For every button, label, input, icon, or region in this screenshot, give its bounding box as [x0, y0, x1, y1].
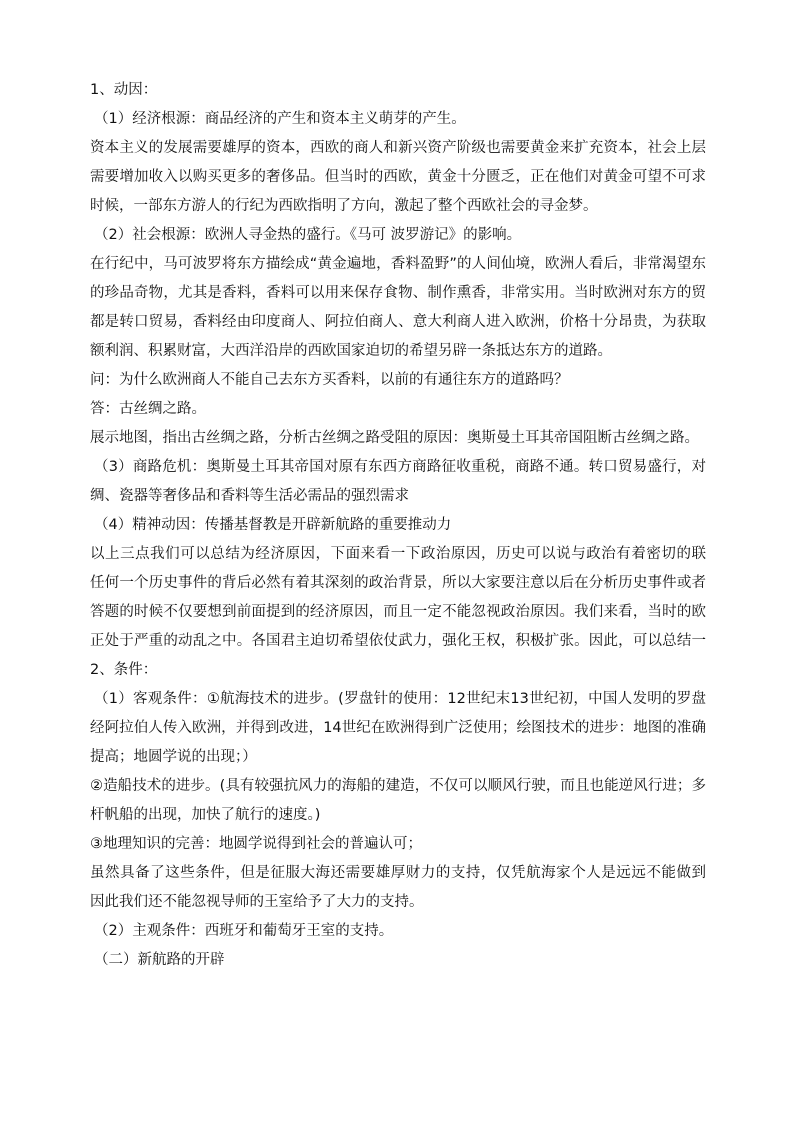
text-line-subjective: （2）主观条件：西班牙和葡萄牙王室的支持。 [94, 923, 394, 939]
text-line-para2-l4: 额利润、积累财富，大西洋沿岸的西欧国家迫切的希望另辟一条抵达东方的道路。 [90, 343, 612, 359]
text-line-para3-l1: 以上三点我们可以总结为经济原因，下面来看一下政治原因，历史可以说与政治有着密切的联 [90, 546, 706, 562]
text-line-para1-l1: 资本主义的发展需要雄厚的资本，西欧的商人和新兴资产阶级也需要黄金来扩充资本，社会上层 [90, 140, 706, 156]
text-line-para1-l3: 时候，一部东方游人的行纪为西欧指明了方向，激起了整个西欧社会的寻金梦。 [90, 198, 598, 214]
text-line-para2-l2: 的珍品奇物，尤其是香料，香料可以用来保存食物、制作熏香，非常实用。当时欧洲对东方的贸 [90, 285, 706, 301]
text-line-shipbuilding-l2: 杆帆船的出现，加快了航行的速度。) [90, 807, 321, 823]
text-line-conditions-heading: 2、条件： [90, 662, 158, 678]
text-line-motive-heading: 1、动因： [90, 82, 158, 98]
text-line-trade-crisis-l2: 绸、瓷器等奢侈品和香料等生活必需品的强烈需求 [90, 488, 409, 504]
text-line-para1-l2: 需要增加收入以购买更多的奢侈品。但当时的西欧，黄金十分匮乏，正在他们对黄金可望不可求 [90, 169, 706, 185]
text-line-para3-l2: 任何一个历史事件的背后必然有着其深刻的政治背景，所以大家要注意以后在分析历史事件或者 [90, 575, 706, 591]
text-line-social-root: （2）社会根源：欧洲人寻金热的盛行。《马可 波罗游记》的影响。 [94, 227, 522, 243]
text-line-answer: 答：古丝绸之路。 [90, 401, 206, 417]
text-line-para3-l4: 正处于严重的动乱之中。各国君主迫切希望依仗武力，强化王权，积极扩张。因此，可以总结一 [90, 633, 706, 649]
text-line-spiritual-motive: （4）精神动因：传播基督教是开辟新航路的重要推动力 [94, 517, 452, 533]
text-line-para4-l2: 因此我们还不能忽视导师的王室给予了大力的支持。 [90, 894, 424, 910]
document-page [90, 76, 706, 975]
text-line-trade-crisis-l1: （3）商路危机：奥斯曼土耳其帝国对原有东西方商路征收重税，商路不通。转口贸易盛行，对 [94, 459, 706, 475]
text-line-para3-l3: 答题的时候不仅要想到前面提到的经济原因，而且一定不能忽视政治原因。我们来看，当时的欧 [90, 604, 706, 620]
text-line-question: 问：为什么欧洲商人不能自己去东方买香料，以前的有通往东方的道路吗？ [90, 372, 569, 388]
text-line-para2-l1: 在行纪中，马可波罗将东方描绘成“黄金遍地，香料盈野”的人间仙境，欧洲人看后，非常渴望东 [90, 256, 706, 272]
text-line-economic-root: （1）经济根源：商品经济的产生和资本主义萌芽的产生。 [94, 111, 466, 127]
text-line-objective-l1: （1）客观条件：①航海技术的进步。(罗盘针的使用：12世纪末13世纪初，中国人发明的罗盘 [94, 691, 706, 707]
text-line-para4-l1: 虽然具备了这些条件，但是征服大海还需要雄厚财力的支持，仅凭航海家个人是远远不能做到 [90, 865, 706, 881]
text-line-geography: ③地理知识的完善：地圆学说得到社会的普遍认可； [90, 836, 422, 852]
text-line-shipbuilding-l1: ②造船技术的进步。(具有较强抗风力的海船的建造，不仅可以顺风行驶，而且也能逆风行进；多 [90, 778, 706, 794]
text-line-objective-l3: 提高；地圆学说的出现；） [90, 749, 257, 765]
text-line-map-note: 展示地图，指出古丝绸之路，分析古丝绸之路受阻的原因：奥斯曼土耳其帝国阻断古丝绸之路。 [90, 430, 699, 446]
text-line-section-two: （二）新航路的开辟 [94, 952, 225, 968]
text-line-para2-l3: 都是转口贸易，香料经由印度商人、阿拉伯商人、意大利商人进入欧洲，价格十分昂贵，为获取 [90, 314, 706, 330]
text-line-objective-l2: 经阿拉伯人传入欧洲，并得到改进，14世纪在欧洲得到广泛使用；绘图技术的进步：地图的准确 [90, 720, 706, 736]
